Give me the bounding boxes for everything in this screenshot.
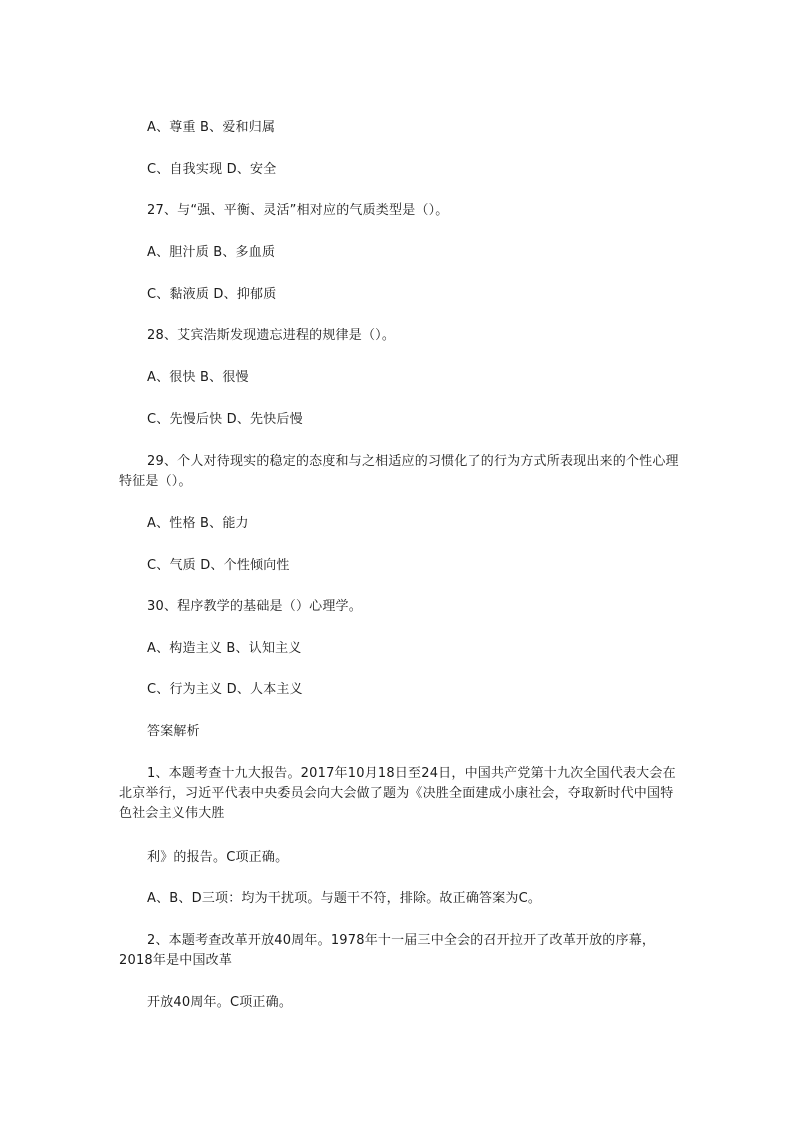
answers-heading: 答案解析 bbox=[147, 724, 200, 739]
q27-options-cd: C、黏液质 D、抑郁质 bbox=[147, 287, 277, 302]
q27-stem: 27、与“强、平衡、灵活”相对应的气质类型是（）。 bbox=[147, 203, 449, 218]
q30-options-cd: C、行为主义 D、人本主义 bbox=[147, 682, 303, 697]
q26-options-ab: A、尊重 B、爱和归属 bbox=[147, 120, 276, 135]
answer-1-extra: A、B、D三项：均为干扰项。与题干不符，排除。故正确答案为C。 bbox=[147, 891, 542, 906]
answer-1-text: 1、本题考查十九大报告。2017年10月18日至24日，中国共产党第十九次全国代表大会在北京举行，习近平代表中央委员会向大会做了题为《决胜全面建成小康社会，夺取新时代中国特色社会主义伟大胜 bbox=[119, 766, 676, 821]
q28-options-ab: A、很快 B、很慢 bbox=[147, 370, 249, 385]
answer-1-continuation: 利》的报告。C项正确。 bbox=[147, 850, 289, 865]
answer-2-continuation: 开放40周年。C项正确。 bbox=[147, 995, 293, 1010]
q28-stem: 28、艾宾浩斯发现遗忘进程的规律是（）。 bbox=[147, 328, 396, 343]
q28-options-cd: C、先慢后快 D、先快后慢 bbox=[147, 412, 303, 427]
q26-options-cd: C、自我实现 D、安全 bbox=[147, 162, 277, 177]
q30-stem: 30、程序教学的基础是（）心理学。 bbox=[147, 599, 362, 614]
q30-options-ab: A、构造主义 B、认知主义 bbox=[147, 641, 302, 656]
q29-stem: 29、个人对待现实的稳定的态度和与之相适应的习惯化了的行为方式所表现出来的个性心理特征是（）。 bbox=[119, 454, 679, 489]
q29-options-cd: C、气质 D、个性倾向性 bbox=[147, 558, 290, 573]
answer-2-text: 2、本题考查改革开放40周年。1978年十一届三中全会的召开拉开了改革开放的序幕，2018年是中国改革 bbox=[119, 933, 656, 968]
q27-options-ab: A、胆汁质 B、多血质 bbox=[147, 245, 276, 260]
q29-options-ab: A、性格 B、能力 bbox=[147, 516, 249, 531]
